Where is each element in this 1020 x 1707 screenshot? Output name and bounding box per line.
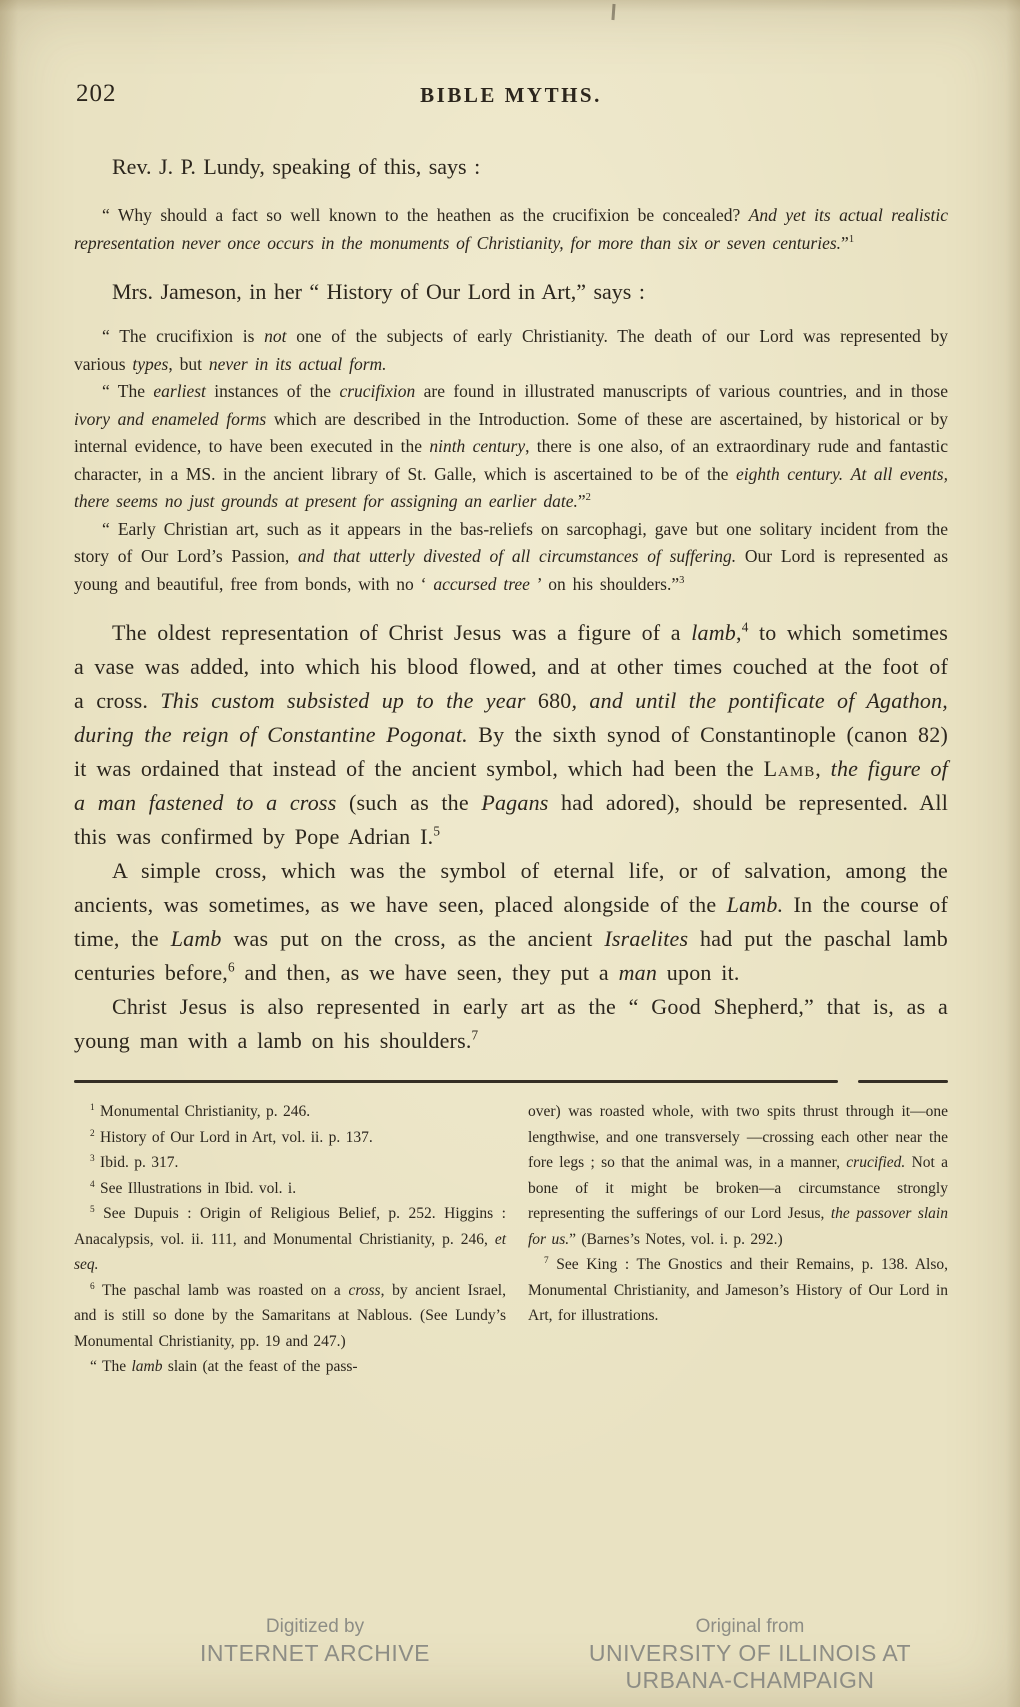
text-run: man [618, 960, 658, 985]
text-run: A simple cross, which was the symbol of eternal life, or of salvation, among the ancients, was sometimes, as we have seen, placed alongside of the [74, 858, 948, 917]
watermark-line: INTERNET ARCHIVE [200, 1640, 430, 1666]
intro-lundy [74, 150, 948, 184]
text-run: , there is one also, of an extraordinary rude and fantastic character, in a MS. in the ancient library of St. Galle, which is ascertained to be of the [74, 436, 949, 484]
text-run: Christ Jesus is also represented in early art as the “ Good Shepherd,” that is, as a young man with a lamb on his shoulders. [74, 994, 948, 1053]
text-run: ” (Barnes’s Notes, vol. i. p. 292.) [569, 1230, 783, 1248]
footnote-reference: 7 [544, 1255, 549, 1266]
text-run: had put the paschal lamb centuries before, [74, 926, 948, 985]
quote-jameson-2 [74, 378, 948, 516]
text-run: ” [577, 491, 586, 511]
text-run: Our Lord is represented as young and beautiful, free from bonds, with no ‘ [74, 546, 948, 594]
footnote-reference: 1 [848, 233, 855, 245]
footnote-3 [74, 1150, 506, 1176]
text-run: cross [348, 1281, 381, 1299]
text-run: See King : The Gnostics and their Remains, p. 138. Also, Monumental Christianity, and Jameson’s History of Our Lord in Art, for illustrations. [528, 1256, 948, 1324]
footnote-4 [74, 1176, 506, 1202]
text-run: lamb [691, 620, 736, 645]
footnote-reference: 3 [679, 574, 685, 586]
text-run: Israelites [604, 926, 689, 951]
watermark-line: Digitized by [265, 1616, 365, 1637]
text-run: not [264, 326, 287, 346]
text-run: crucifixion [339, 381, 416, 401]
footnote-reference: 2 [585, 492, 591, 504]
text-run: over) was roasted whole, with two spits thrust through it—one lengthwise, and one transversely —crossing each other near the fore legs ; so that the animal was, in a manner, [528, 1103, 948, 1171]
rule-long-segment [74, 1080, 838, 1083]
footnote-separator-rule [74, 1080, 948, 1083]
text-run: The oldest representation of Christ Jesus was a figure of a [112, 620, 692, 645]
text-run: Not a bone of it might be broken—a circumstance strongly representing the sufferings of our Lord Jesus, [528, 1154, 948, 1222]
main-oldest-representation [74, 616, 948, 854]
text-run: ninth century [429, 436, 526, 456]
intro-jameson [74, 275, 948, 309]
text-run: the figure of a man fastened to a cross [74, 756, 948, 815]
text-run: et seq. [74, 1230, 506, 1273]
text-run: Mrs. Jameson, in her “ History of Our Lord in Art,” says : [112, 279, 645, 304]
watermark-digitized-by [110, 1614, 520, 1667]
footnote-reference: 4 [741, 619, 749, 635]
footnote-5 [74, 1201, 506, 1278]
rule-short-segment [858, 1080, 948, 1083]
text-run: had adored), should be represented. All this was confirmed by Pope Adrian I. [74, 790, 949, 849]
watermark-line: URBANA-CHAMPAIGN [625, 1667, 875, 1693]
text-run: , [815, 756, 831, 781]
page-content [74, 0, 948, 1380]
footnote-1 [74, 1099, 506, 1125]
watermark-line: Original from [695, 1616, 805, 1637]
quote-jameson-1 [74, 323, 948, 378]
text-run: ivory and enameled forms [74, 408, 267, 429]
footnote-6-cont [74, 1354, 506, 1380]
page-number: 202 [76, 80, 117, 107]
text-run: , by ancient Israel, and is still so done by the Samaritans at Nablous. (See Lundy’s Monumental Christianity, pp. 19 and 247.) [74, 1281, 506, 1350]
text-run: and that utterly divested of all circumstances of suffering. [298, 546, 737, 566]
footnotes-section [74, 1099, 948, 1380]
main-simple-cross [74, 854, 948, 990]
text-run: Pagans [481, 790, 549, 815]
text-run: “ The crucifixion is [102, 326, 265, 346]
footnote-reference: 5 [90, 1204, 95, 1215]
text-run: instances of the [205, 381, 340, 401]
text-run: Monumental Christianity, p. 246. [94, 1103, 311, 1120]
text-run: Lamb [763, 756, 816, 781]
text-run: In the course of time, the [74, 892, 948, 951]
text-run: This custom subsisted up to the year [160, 688, 538, 713]
text-run: At all events, there seems no just grounds at present for assigning an earlier date. [74, 463, 948, 511]
quote-jameson-3 [74, 516, 948, 599]
text-run: to which sometimes a vase was added, into which his blood flowed, and at other times couched at the foot of a cross. [74, 620, 949, 713]
footnote-reference: 6 [90, 1281, 95, 1292]
text-run: was put on the cross, as the ancient [221, 926, 605, 951]
text-run: one of the subjects of early Christianity. The death of our Lord was represented by various [74, 326, 948, 374]
footnote-6-cont-right [528, 1099, 948, 1252]
watermark-line: UNIVERSITY OF ILLINOIS AT [588, 1640, 912, 1666]
text-run: By the sixth synod of Constantinople (canon 82) it was ordained that instead of the ancient symbol, which had been the [74, 722, 948, 781]
text-run: types [132, 353, 169, 374]
text-run: accursed tree [433, 573, 530, 594]
footnote-reference: 4 [90, 1179, 95, 1190]
text-run: The paschal lamb was roasted on a [94, 1281, 349, 1299]
running-header [74, 80, 948, 112]
text-run: slain (at the feast of the pass- [162, 1358, 358, 1375]
footnotes-right-column [528, 1099, 948, 1380]
text-run: (such as the [336, 790, 482, 815]
text-run: 680 [537, 688, 572, 713]
text-run: Ibid. p. 317. [94, 1154, 179, 1171]
text-run: and then, as we have seen, they put a [234, 960, 619, 985]
text-run: Rev. J. P. Lundy, speaking of this, says : [112, 154, 481, 179]
footnote-reference: 6 [228, 959, 235, 975]
text-run: History of Our Lord in Art, vol. ii. p. 137. [94, 1128, 373, 1146]
text-run: eighth century. [736, 463, 844, 484]
text-run: never in its actual form. [208, 353, 387, 374]
text-run [843, 464, 851, 484]
footnote-reference: 1 [90, 1102, 95, 1113]
text-run: , and until the pontificate of Agathon, during the reign of Constantine Pogonat. [74, 688, 949, 747]
text-run: which are described in the Introduction. Some of these are ascertained, by historical or by internal evidence, to have been executed in the [74, 408, 948, 456]
text-run: upon it. [657, 960, 740, 985]
text-run: “ Early Christian art, such as it appears in the bas-reliefs on sarcophagi, gave but one solitary incident from the story of Our Lord’s Passion, [74, 518, 948, 566]
main-good-shepherd [74, 990, 948, 1058]
footnote-reference: 5 [433, 823, 441, 839]
footnote-reference: 2 [90, 1128, 95, 1139]
text-run: ” [841, 232, 849, 253]
text-run: ’ on his shoulders.” [529, 573, 680, 594]
footnote-reference: 3 [90, 1153, 95, 1164]
text-run: Lamb. [726, 892, 784, 917]
text-run: , [736, 620, 742, 645]
footnote-7 [528, 1252, 948, 1329]
text-run: are found in illustrated manuscripts of various countries, and in those [415, 381, 948, 401]
text-run: lamb [131, 1358, 163, 1375]
text-run: “ The [102, 381, 154, 401]
quote-lundy [74, 202, 948, 257]
text-run: earliest [153, 381, 206, 401]
text-run: Lamb [170, 926, 222, 951]
text-run: “ Why should a fact so well known to the heathen as the crucifixion be concealed? [102, 205, 749, 225]
text-run: the passover slain for us. [528, 1205, 948, 1248]
text-run: See Dupuis : Origin of Religious Belief, p. 252. Higgins : Anacalypsis, vol. ii. 111, and Monumental Christianity, p. 246, [74, 1205, 506, 1248]
running-title: BIBLE MYTHS. [420, 83, 602, 107]
text-run: , but [168, 353, 209, 374]
text-run: “ The [90, 1358, 132, 1375]
watermark-original-from [540, 1614, 960, 1694]
footnote-6 [74, 1278, 506, 1355]
text-run: And yet its actual realistic representation never once occurs in the monuments of Christianity, for more than six or seven centuries. [74, 205, 948, 253]
body-text [74, 150, 948, 1058]
footnote-2 [74, 1125, 506, 1151]
footnote-reference: 7 [471, 1027, 479, 1043]
text-run: crucified. [846, 1154, 906, 1171]
text-run: See Illustrations in Ibid. vol. i. [94, 1179, 297, 1197]
footnotes-left-column [74, 1099, 506, 1380]
